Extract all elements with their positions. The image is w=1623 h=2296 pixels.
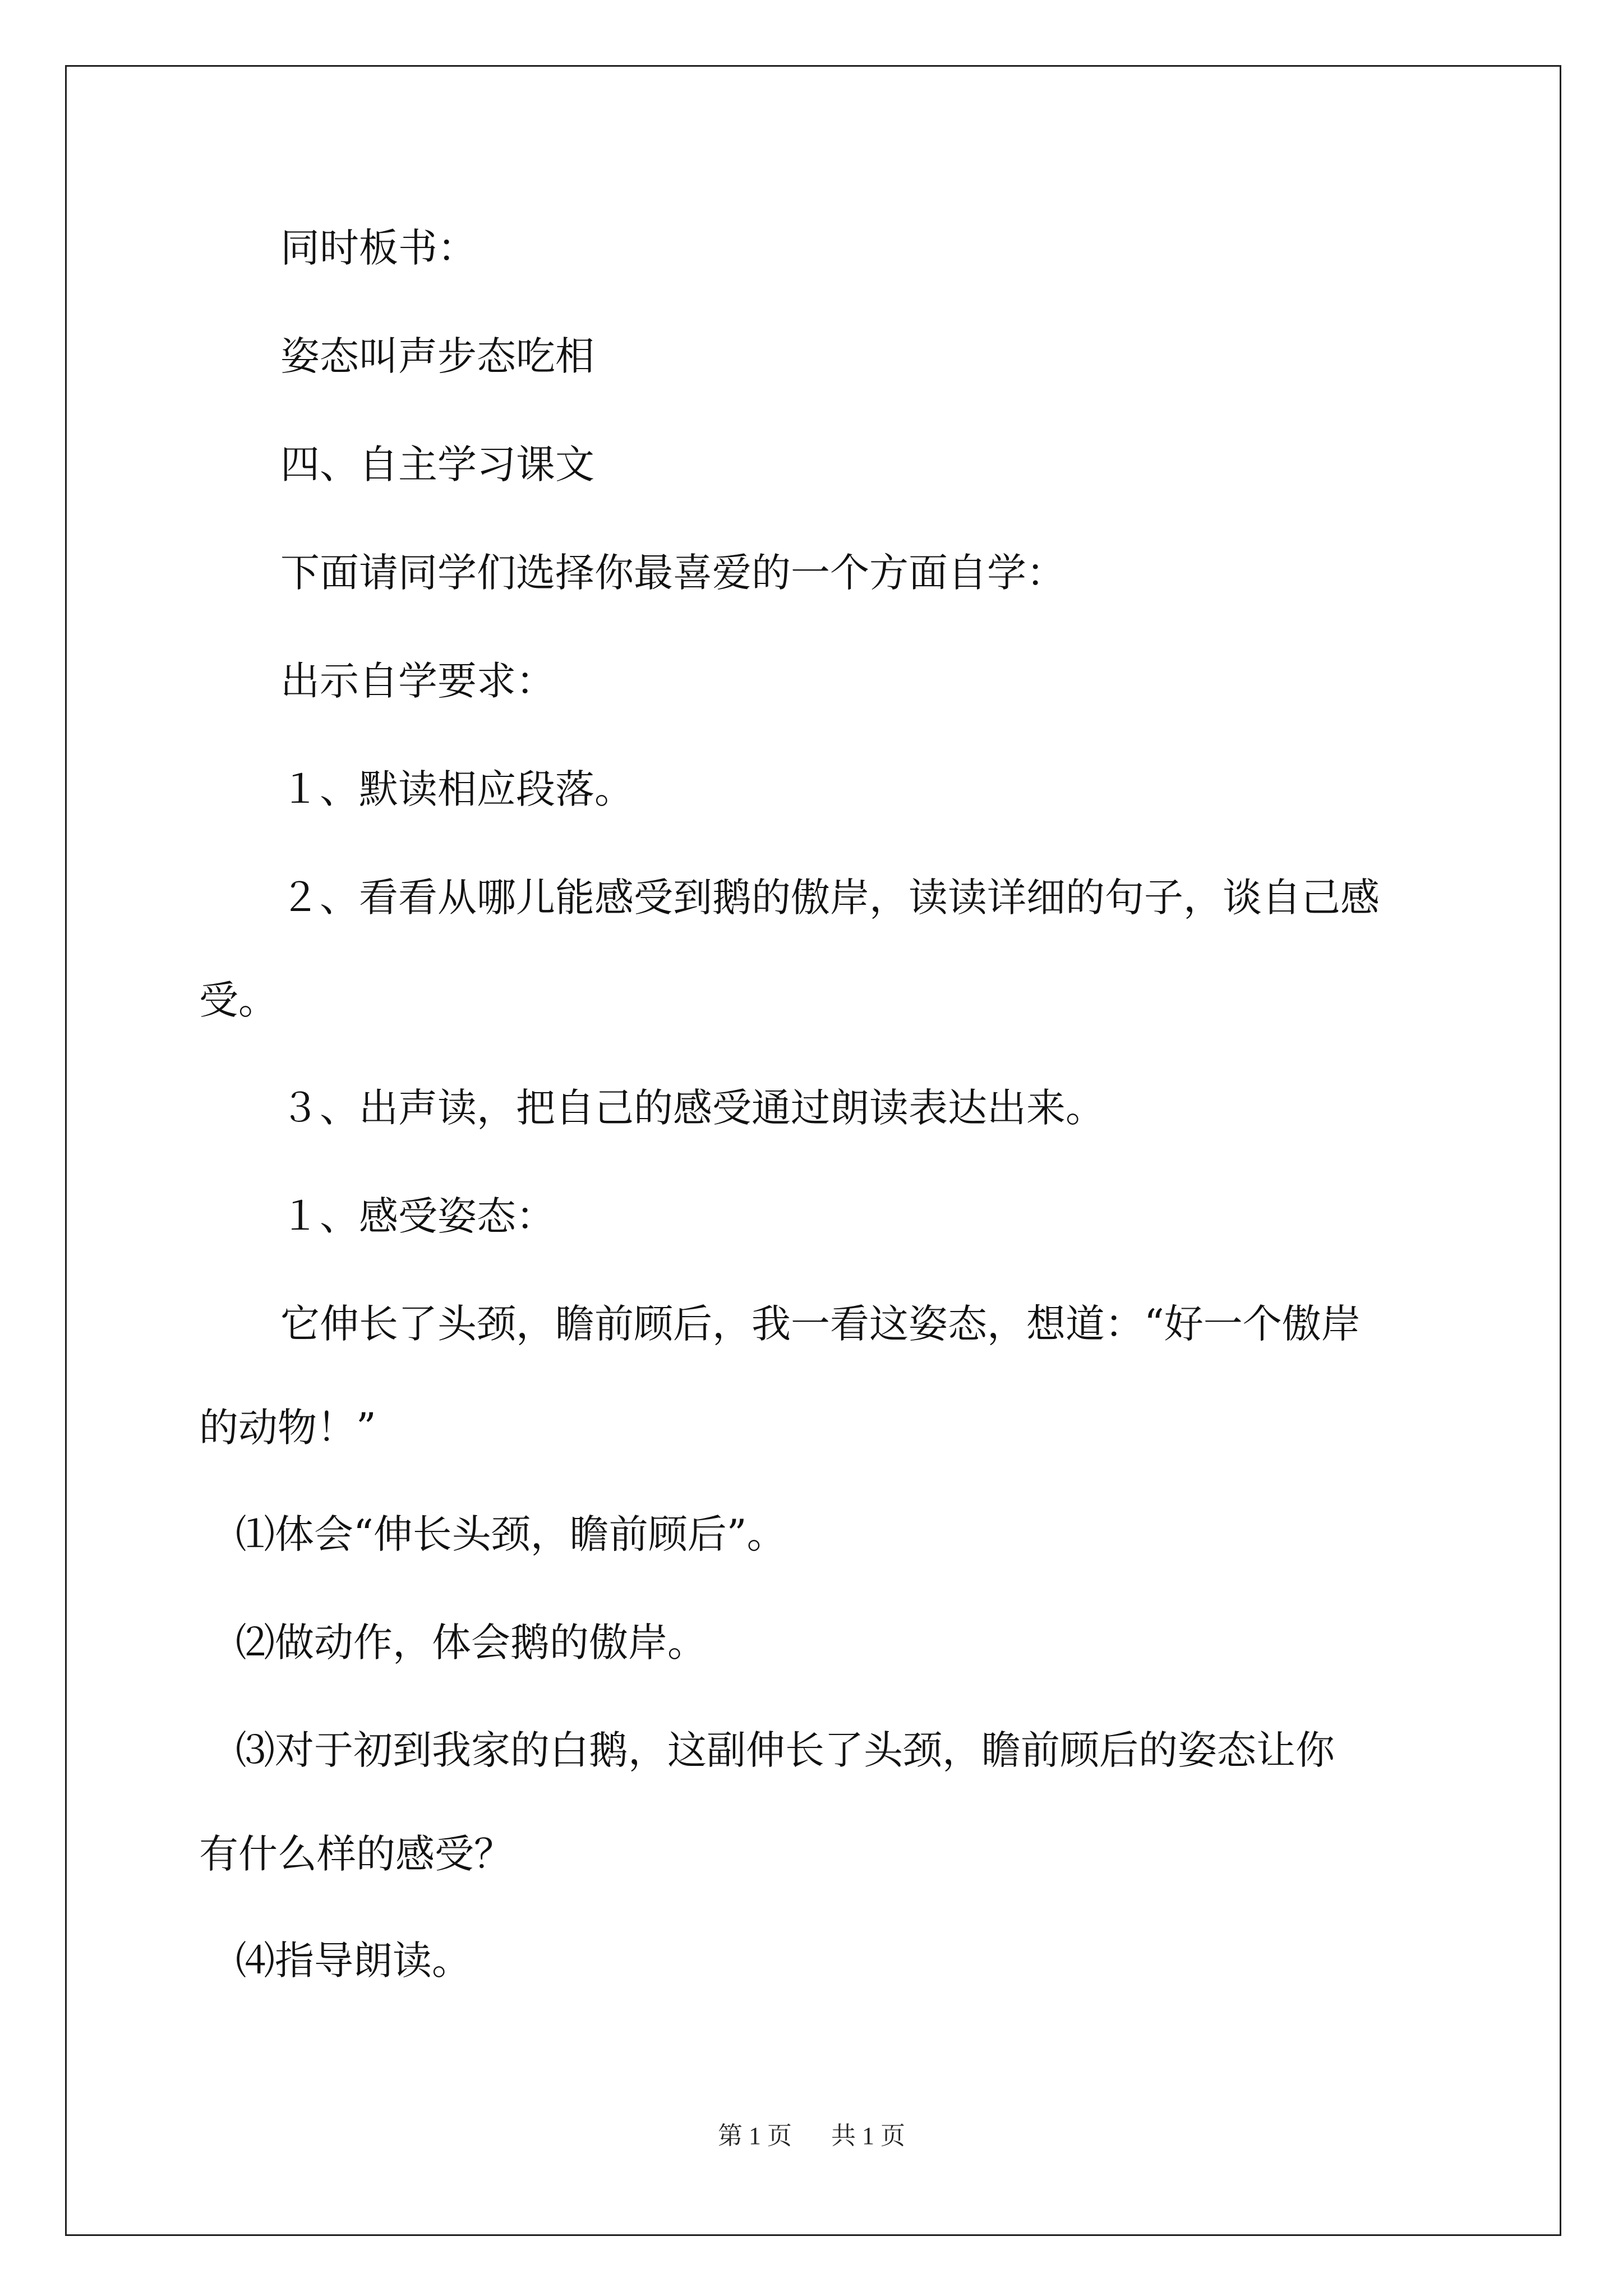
text-line: 下面请同学们选择你最喜爱的一个方面自学： [280,550,1066,596]
text-line: 出示自学要求： [280,658,555,704]
page-footer [0,2119,1623,2153]
text-line: 有什么样的感受？ [199,1831,513,1877]
text-line: ⑶对于初到我家的白鹅，这副伸长了头颈，瞻前顾后的姿态让你 [236,1727,1335,1773]
text-line: ⑴体会“伸长头颈，瞻前顾后”。 [236,1511,786,1557]
text-line: 姿态叫声步态吃相 [280,333,594,379]
page-number: 第 1 页 [718,2122,792,2150]
text-line: 同时板书： [280,225,477,271]
text-line: 受。 [199,977,278,1023]
page-total: 共 1 页 [831,2122,905,2150]
text-line: １、感受姿态： [280,1193,555,1239]
text-line: ⑷指导朗读。 [236,1938,471,1984]
text-line: 它伸长了头颈，瞻前顾后，我一看这姿态，想道：“好一个傲岸 [280,1301,1361,1347]
text-line: 四、自主学习课文 [280,441,594,487]
text-line: １、默读相应段落。 [280,766,634,812]
text-line: 的动物！” [199,1405,376,1451]
text-line: ２、看看从哪儿能感受到鹅的傲岸，读读详细的句子，谈自己感 [280,875,1380,921]
text-line: ３、出声读，把自己的感受通过朗读表达出来。 [280,1085,1105,1131]
text-line: ⑵做动作，体会鹅的傲岸。 [236,1619,707,1665]
page-border [65,65,1561,2236]
